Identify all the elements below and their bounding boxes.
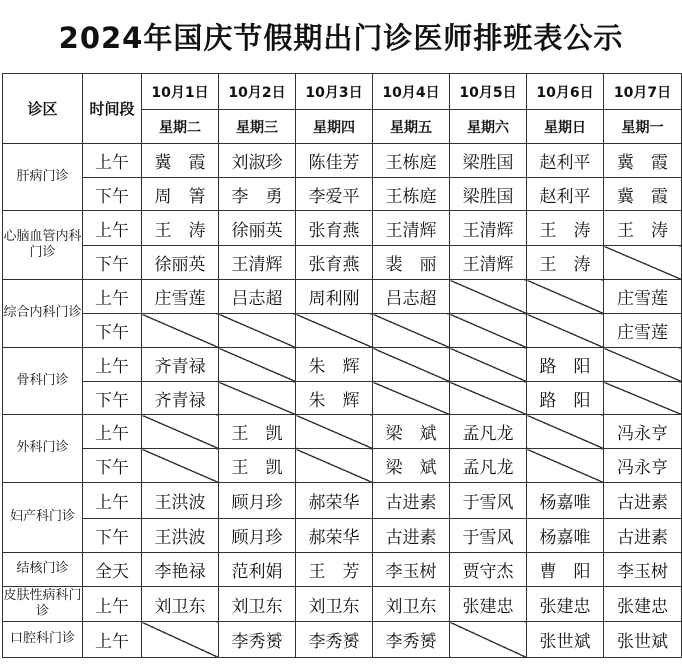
table-row xyxy=(3,178,682,211)
date-header: 10月2日 xyxy=(219,74,296,110)
doctor-cell: 张育燕 xyxy=(296,211,373,246)
empty-slot-cell xyxy=(142,314,219,348)
empty-slot-cell xyxy=(527,415,604,449)
period-cell: 上午 xyxy=(83,144,142,178)
empty-slot-cell xyxy=(450,348,527,382)
doctor-cell: 梁 斌 xyxy=(373,449,450,483)
doctor-cell: 顾月珍 xyxy=(219,519,296,553)
date-header: 10月7日 xyxy=(604,74,682,110)
doctor-cell: 路 阳 xyxy=(527,382,604,415)
empty-slot-cell xyxy=(527,280,604,314)
doctor-cell: 王洪波 xyxy=(142,483,219,519)
doctor-cell: 张世斌 xyxy=(604,622,682,658)
doctor-cell: 王栋庭 xyxy=(373,144,450,178)
empty-slot-cell xyxy=(604,348,682,382)
empty-slot-cell xyxy=(296,449,373,483)
doctor-cell: 李玉树 xyxy=(604,553,682,587)
period-cell: 上午 xyxy=(83,587,142,622)
doctor-cell: 李秀赟 xyxy=(296,622,373,658)
doctor-cell: 李玉树 xyxy=(373,553,450,587)
doctor-cell: 张建忠 xyxy=(450,587,527,622)
doctor-cell: 古进素 xyxy=(604,483,682,519)
dept-cell: 综合内科门诊 xyxy=(3,280,83,348)
weekday-header: 星期二 xyxy=(142,110,219,144)
dept-cell: 口腔科门诊 xyxy=(3,622,83,658)
doctor-cell: 庄雪莲 xyxy=(604,314,682,348)
weekday-header: 星期三 xyxy=(219,110,296,144)
header-date-row xyxy=(3,74,682,110)
table-row xyxy=(3,587,682,622)
doctor-cell: 王 涛 xyxy=(527,211,604,246)
doctor-cell: 刘淑珍 xyxy=(219,144,296,178)
period-cell: 下午 xyxy=(83,449,142,483)
weekday-header: 星期五 xyxy=(373,110,450,144)
doctor-cell: 李爱平 xyxy=(296,178,373,211)
doctor-cell: 冯永亨 xyxy=(604,449,682,483)
doctor-cell: 王 芳 xyxy=(296,553,373,587)
dept-cell: 骨科门诊 xyxy=(3,348,83,415)
doctor-cell: 梁胜国 xyxy=(450,178,527,211)
table-row xyxy=(3,519,682,553)
doctor-cell: 王清辉 xyxy=(450,211,527,246)
table-row xyxy=(3,415,682,449)
weekday-header: 星期一 xyxy=(604,110,682,144)
doctor-cell: 李 勇 xyxy=(219,178,296,211)
doctor-cell: 王 凯 xyxy=(219,449,296,483)
doctor-cell: 赵利平 xyxy=(527,144,604,178)
doctor-cell: 王清辉 xyxy=(450,246,527,280)
period-cell: 上午 xyxy=(83,622,142,658)
empty-slot-cell xyxy=(373,382,450,415)
doctor-cell: 冯永亨 xyxy=(604,415,682,449)
table-row xyxy=(3,449,682,483)
date-header: 10月3日 xyxy=(296,74,373,110)
doctor-cell: 王洪波 xyxy=(142,519,219,553)
doctor-cell: 王清辉 xyxy=(373,211,450,246)
period-cell: 上午 xyxy=(83,483,142,519)
doctor-cell: 冀 霞 xyxy=(604,178,682,211)
empty-slot-cell xyxy=(142,449,219,483)
doctor-cell: 周 箐 xyxy=(142,178,219,211)
date-header: 10月1日 xyxy=(142,74,219,110)
empty-slot-cell xyxy=(296,314,373,348)
empty-slot-cell xyxy=(450,382,527,415)
doctor-cell: 古进素 xyxy=(604,519,682,553)
doctor-cell: 刘卫东 xyxy=(296,587,373,622)
doctor-cell: 王 凯 xyxy=(219,415,296,449)
empty-slot-cell xyxy=(219,382,296,415)
table-row xyxy=(3,211,682,246)
weekday-header: 星期日 xyxy=(527,110,604,144)
doctor-cell: 冀 霞 xyxy=(604,144,682,178)
doctor-cell: 古进素 xyxy=(373,519,450,553)
doctor-cell: 范利娟 xyxy=(219,553,296,587)
doctor-cell: 郝荣华 xyxy=(296,483,373,519)
empty-slot-cell xyxy=(450,622,527,658)
doctor-cell: 赵利平 xyxy=(527,178,604,211)
doctor-cell: 杨嘉唯 xyxy=(527,483,604,519)
doctor-cell: 古进素 xyxy=(373,483,450,519)
table-row xyxy=(3,314,682,348)
table-row xyxy=(3,348,682,382)
table-row xyxy=(3,144,682,178)
doctor-cell: 王 涛 xyxy=(604,211,682,246)
period-cell: 下午 xyxy=(83,382,142,415)
date-header: 10月4日 xyxy=(373,74,450,110)
empty-slot-cell xyxy=(219,314,296,348)
table-row xyxy=(3,280,682,314)
table-row xyxy=(3,382,682,415)
dept-cell: 肝病门诊 xyxy=(3,144,83,211)
empty-slot-cell xyxy=(527,449,604,483)
schedule-table xyxy=(2,73,682,658)
empty-slot-cell xyxy=(450,280,527,314)
weekday-header: 星期六 xyxy=(450,110,527,144)
empty-slot-cell xyxy=(142,622,219,658)
dept-cell: 心脑血管内科门诊 xyxy=(3,211,83,280)
period-cell: 下午 xyxy=(83,314,142,348)
doctor-cell: 裴 丽 xyxy=(373,246,450,280)
page-title: 2024年国庆节假期出门诊医师排班表公示 xyxy=(58,20,624,55)
weekday-header: 星期四 xyxy=(296,110,373,144)
doctor-cell: 王栋庭 xyxy=(373,178,450,211)
dept-cell: 结核门诊 xyxy=(3,553,83,587)
doctor-cell: 李秀赟 xyxy=(219,622,296,658)
doctor-cell: 吕志超 xyxy=(219,280,296,314)
period-cell: 下午 xyxy=(83,246,142,280)
dept-cell: 外科门诊 xyxy=(3,415,83,483)
doctor-cell: 张育燕 xyxy=(296,246,373,280)
doctor-cell: 张建忠 xyxy=(604,587,682,622)
doctor-cell: 李艳禄 xyxy=(142,553,219,587)
doctor-cell: 梁 斌 xyxy=(373,415,450,449)
doctor-cell: 于雪风 xyxy=(450,483,527,519)
doctor-cell: 王清辉 xyxy=(219,246,296,280)
doctor-cell: 王 涛 xyxy=(142,211,219,246)
doctor-cell: 徐丽英 xyxy=(219,211,296,246)
doctor-cell: 梁胜国 xyxy=(450,144,527,178)
doctor-cell: 周利刚 xyxy=(296,280,373,314)
table-row xyxy=(3,246,682,280)
period-cell: 上午 xyxy=(83,348,142,382)
doctor-cell: 贾守杰 xyxy=(450,553,527,587)
doctor-cell: 刘卫东 xyxy=(373,587,450,622)
period-cell: 上午 xyxy=(83,211,142,246)
period-header: 时间段 xyxy=(83,74,142,144)
empty-slot-cell xyxy=(373,314,450,348)
doctor-cell: 孟凡龙 xyxy=(450,415,527,449)
period-cell: 全天 xyxy=(83,553,142,587)
empty-slot-cell xyxy=(296,415,373,449)
dept-cell: 皮肤性病科门诊 xyxy=(3,587,83,622)
table-row xyxy=(3,483,682,519)
empty-slot-cell xyxy=(142,415,219,449)
table-row xyxy=(3,553,682,587)
period-cell: 上午 xyxy=(83,415,142,449)
empty-slot-cell xyxy=(604,246,682,280)
period-cell: 下午 xyxy=(83,519,142,553)
empty-slot-cell xyxy=(604,382,682,415)
doctor-cell: 朱 辉 xyxy=(296,382,373,415)
dept-header: 诊区 xyxy=(3,74,83,144)
doctor-cell: 曹 阳 xyxy=(527,553,604,587)
empty-slot-cell xyxy=(450,314,527,348)
doctor-cell: 顾月珍 xyxy=(219,483,296,519)
doctor-cell: 于雪风 xyxy=(450,519,527,553)
period-cell: 下午 xyxy=(83,178,142,211)
doctor-cell: 路 阳 xyxy=(527,348,604,382)
doctor-cell: 齐青禄 xyxy=(142,348,219,382)
doctor-cell: 刘卫东 xyxy=(219,587,296,622)
doctor-cell: 孟凡龙 xyxy=(450,449,527,483)
doctor-cell: 徐丽英 xyxy=(142,246,219,280)
empty-slot-cell xyxy=(219,348,296,382)
doctor-cell: 吕志超 xyxy=(373,280,450,314)
doctor-cell: 冀 霞 xyxy=(142,144,219,178)
table-row xyxy=(3,622,682,658)
doctor-cell: 齐青禄 xyxy=(142,382,219,415)
doctor-cell: 张建忠 xyxy=(527,587,604,622)
doctor-cell: 张世斌 xyxy=(527,622,604,658)
doctor-cell: 庄雪莲 xyxy=(604,280,682,314)
dept-cell: 妇产科门诊 xyxy=(3,483,83,553)
doctor-cell: 朱 辉 xyxy=(296,348,373,382)
doctor-cell: 刘卫东 xyxy=(142,587,219,622)
empty-slot-cell xyxy=(373,348,450,382)
doctor-cell: 李秀赟 xyxy=(373,622,450,658)
doctor-cell: 王 涛 xyxy=(527,246,604,280)
doctor-cell: 陈佳芳 xyxy=(296,144,373,178)
date-header: 10月6日 xyxy=(527,74,604,110)
period-cell: 上午 xyxy=(83,280,142,314)
doctor-cell: 杨嘉唯 xyxy=(527,519,604,553)
empty-slot-cell xyxy=(527,314,604,348)
doctor-cell: 郝荣华 xyxy=(296,519,373,553)
doctor-cell: 庄雪莲 xyxy=(142,280,219,314)
date-header: 10月5日 xyxy=(450,74,527,110)
